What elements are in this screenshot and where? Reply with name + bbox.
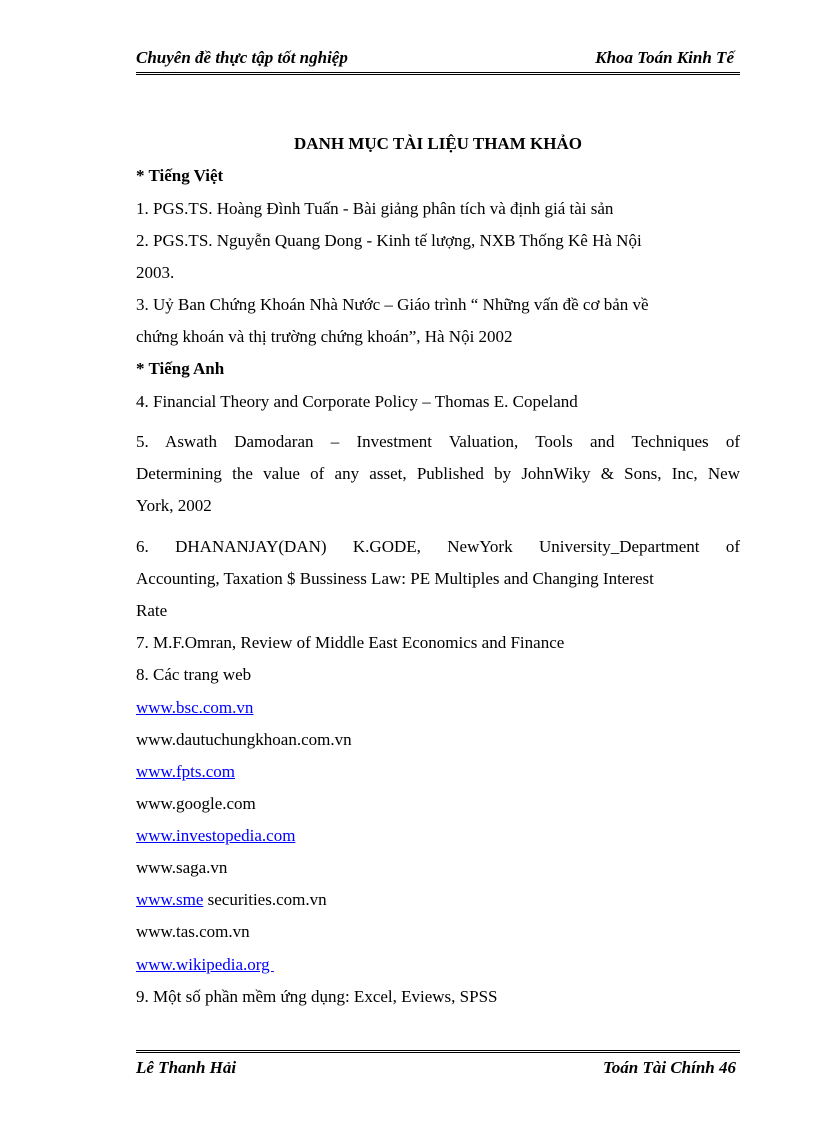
website-list-item <box>136 826 295 846</box>
reference-6-line-2: Accounting, Taxation $ Bussiness Law: PE Multiples and Changing Interest <box>136 569 654 588</box>
reference-5-line-3: York, 2002 <box>136 496 212 515</box>
reference-5-line-1: 5. Aswath Damodaran – Investment Valuation, Tools and Techniques of <box>136 432 740 451</box>
website-list-item <box>136 955 274 975</box>
reference-8: 8. Các trang web <box>136 665 252 684</box>
reference-4: 4. Financial Theory and Corporate Policy – Thomas E. Copeland <box>136 392 578 411</box>
website-text-google: www.google.com <box>136 794 256 813</box>
reference-1: 1. PGS.TS. Hoàng Đình Tuấn - Bài giảng phân tích và định giá tài sản <box>136 199 614 218</box>
reference-2-line-1: 2. PGS.TS. Nguyễn Quang Dong - Kinh tế lượng, NXB Thống Kê Hà Nội <box>136 231 642 250</box>
reference-3-line-2: chứng khoán và thị trường chứng khoán”, Hà Nội 2002 <box>136 327 513 346</box>
reference-6-line-3: Rate <box>136 601 168 620</box>
website-link-investopedia[interactable]: www.investopedia.com <box>136 826 296 845</box>
reference-9: 9. Một số phần mềm ứng dụng: Excel, Eviews, SPSS <box>136 987 498 1006</box>
header-right-text: Khoa Toán Kinh Tế <box>595 48 734 67</box>
reference-6-line-1: 6. DHANANJAY(DAN) K.GODE, NewYork University_Department of <box>136 537 740 556</box>
website-link-fpts[interactable]: www.fpts.com <box>136 762 235 781</box>
website-text-sme-securities: securities.com.vn <box>203 890 327 909</box>
website-link-sme[interactable]: www.sme <box>136 890 204 909</box>
reference-3-line-1: 3. Uỷ Ban Chứng Khoán Nhà Nước – Giáo trình “ Những vấn đề cơ bản về <box>136 295 649 314</box>
website-list-item <box>136 762 235 782</box>
footer-class-page: Toán Tài Chính 46 <box>602 1058 736 1077</box>
website-list-item <box>136 858 227 878</box>
website-list-item <box>136 794 256 814</box>
website-list-item <box>136 922 250 942</box>
website-list-item <box>136 698 253 718</box>
page-footer <box>136 1050 740 1083</box>
section-heading-english: * Tiếng Anh <box>136 359 225 378</box>
website-list-item <box>136 730 352 750</box>
website-link-wikipedia[interactable]: www.wikipedia.org <box>136 955 274 974</box>
page-title: DANH MỤC TÀI LIỆU THAM KHẢO <box>294 134 582 153</box>
website-text-saga: www.saga.vn <box>136 858 228 877</box>
website-text-dautuchungkhoan: www.dautuchungkhoan.com.vn <box>136 730 352 749</box>
reference-5-line-2: Determining the value of any asset, Published by JohnWiky & Sons, Inc, New <box>136 464 740 483</box>
footer-author: Lê Thanh Hải <box>136 1058 237 1077</box>
reference-7: 7. M.F.Omran, Review of Middle East Economics and Finance <box>136 633 565 652</box>
header-left-text: Chuyên đề thực tập tốt nghiệp <box>136 48 348 67</box>
page-header <box>136 46 740 75</box>
reference-2-line-2: 2003. <box>136 263 175 282</box>
section-heading-vietnamese: * Tiếng Việt <box>136 166 224 185</box>
website-link-bsc[interactable]: www.bsc.com.vn <box>136 698 254 717</box>
website-text-tas: www.tas.com.vn <box>136 922 250 941</box>
website-list-item <box>136 890 327 910</box>
